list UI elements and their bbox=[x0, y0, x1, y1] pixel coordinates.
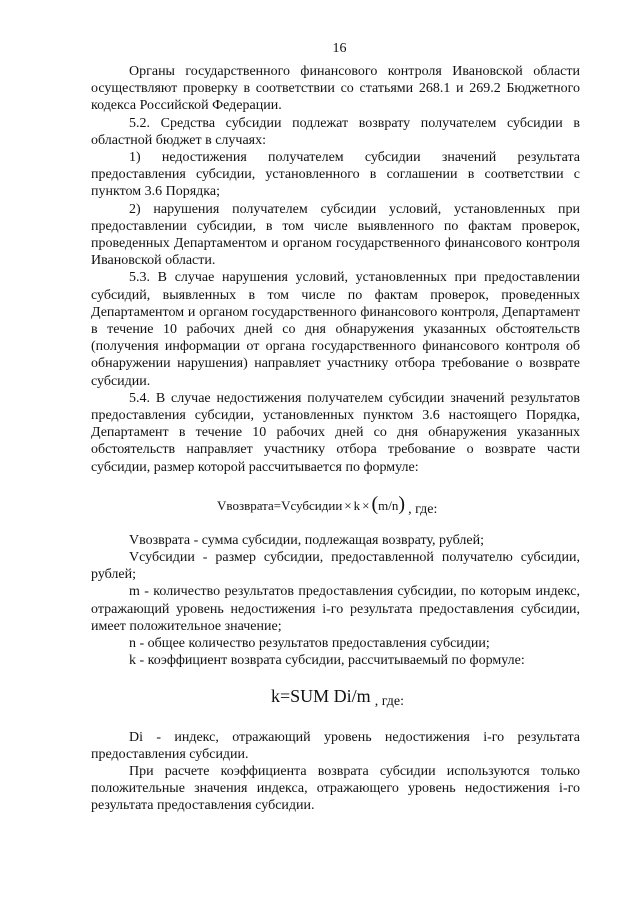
formula-left-paren: ( bbox=[371, 492, 379, 515]
definition-n: n - общее количество результатов предоставления субсидии; bbox=[129, 636, 490, 652]
definition-di: Di - индекс, отражающий уровень недостижения i-го результата предоставления субсидии. bbox=[91, 729, 580, 762]
formula2-equals: = bbox=[280, 685, 291, 706]
paragraph-positive-values: При расчете коэффициента возврата субсидии используются только положительные значения индекса, отражающего уровень недостижения i-го результата предоставления субсидии. bbox=[91, 763, 580, 814]
formula-right-paren: ) bbox=[398, 492, 406, 515]
formula-subsidy-term: Vсубсидии bbox=[281, 497, 343, 513]
formula-k-term: k bbox=[353, 497, 361, 513]
formula-equals: = bbox=[273, 497, 282, 513]
formula2-rhs: SUM Di/m bbox=[290, 685, 371, 706]
refund-formula bbox=[217, 492, 580, 520]
document-page bbox=[91, 0, 580, 815]
formula2-lhs: k bbox=[271, 685, 280, 706]
paragraph-5-2: 5.2. Средства субсидии подлежат возврату получателем субсидии в областной бюджет в случаях: bbox=[91, 115, 580, 148]
definition-v-subsidy: Vсубсидии - размер субсидии, предоставленной получателю субсидии, рублей; bbox=[91, 550, 580, 583]
formula-lhs: Vвозврата bbox=[217, 497, 274, 513]
formula-times-1: × bbox=[344, 497, 352, 513]
definition-m: m - количество результатов предоставления субсидии, по которым индекс, отражающий уровень недостижения i-го результата предоставления субсидии, имеет положительное значение; bbox=[91, 584, 580, 634]
definition-k: k - коэффициент возврата субсидии, рассчитываемый по формуле: bbox=[129, 653, 525, 669]
formula-where-label: , где: bbox=[408, 501, 438, 517]
paragraph-5-3: 5.3. В случае нарушения условий, установленных при предоставлении субсидий, выявленных в том числе по фактам проверок, проведенных Департаментом и органом государственного финансового контроля, Департамент в течение 10 рабочих дней со дня обнаружения указанных обстоятельств (получения информации от органа государственного финансового контроля об обнаружении нарушения) направляет участнику отбора требование о возврате субсидии. bbox=[91, 270, 580, 389]
paragraph-5-2-item-2: 2) нарушения получателем субсидии условий, установленных при предоставлении субсидии, в том числе выявленного по фактам проверок, проведенных Департаментом и органом государственного финансового контроля Ивановской области. bbox=[91, 201, 580, 269]
paragraph-5-4: 5.4. В случае недостижения получателем субсидии значений результатов предоставления субсидии, установленных пунктом 3.6 настоящего Порядка, Департамент в течение 10 рабочих дней со дня обнаружения указанных обстоятельств направляет участнику отбора требование о возврате части субсидии, размер которой рассчитывается по формуле: bbox=[91, 390, 580, 475]
paragraph-control-bodies: Органы государственного финансового контроля Ивановской области осуществляют проверку в соответствии со статьями 268.1 и 269.2 Бюджетного кодекса Российской Федерации. bbox=[91, 64, 580, 114]
formula-times-2: × bbox=[362, 497, 370, 513]
page-number: 16 bbox=[332, 41, 347, 56]
formula-ratio-term: m/n bbox=[378, 497, 399, 513]
coefficient-formula bbox=[271, 685, 580, 718]
formula2-where-label: , где: bbox=[374, 693, 404, 709]
definition-v-refund: Vвозврата - сумма субсидии, подлежащая возврату, рублей; bbox=[129, 532, 485, 548]
paragraph-5-2-item-1: 1) недостижения получателем субсидии значений результата предоставления субсидии, установленного в соглашении в соответствии с пунктом 3.6 Порядка; bbox=[91, 150, 580, 200]
